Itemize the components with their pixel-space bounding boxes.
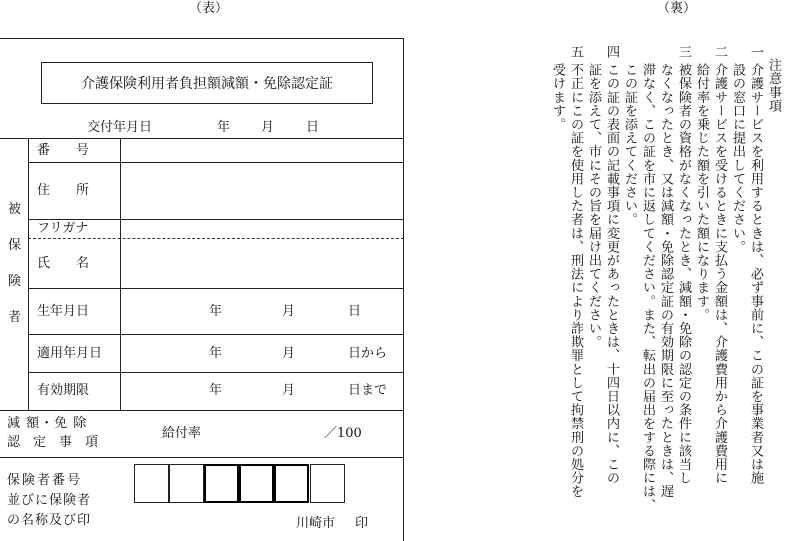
insured-label-char-2: 保 bbox=[8, 238, 22, 253]
reduction-label-line2: 認 定 事 項 bbox=[7, 435, 99, 450]
field-label-address: 住 所 bbox=[37, 183, 90, 198]
note-2-number: 二 bbox=[712, 45, 727, 59]
rule-issue-bottom bbox=[0, 138, 404, 139]
rule-reduction-bottom bbox=[0, 457, 404, 458]
field-label-applicable-date: 適用年月日 bbox=[37, 346, 103, 361]
front-side-label: （表） bbox=[189, 1, 229, 16]
note-4-line-2: 証を添えて、市にその旨を届け出てください。 bbox=[586, 63, 601, 349]
rule-applicable-bottom bbox=[28, 372, 404, 373]
note-3-line-3: 滞なく、この証を市に返してください。また、転出の届出をする際には、 bbox=[640, 63, 655, 512]
insured-label-char-1: 被 bbox=[8, 202, 22, 217]
note-4-number: 四 bbox=[604, 45, 619, 59]
insurer-seal: 印 bbox=[355, 516, 369, 531]
applicable-day-from: 日から bbox=[348, 346, 388, 361]
field-label-name: 氏 名 bbox=[37, 256, 90, 271]
note-1-line-1: 介護サービスを利用するときは、必ず事前に、この証を事業者又は施 bbox=[748, 63, 763, 485]
note-5-line-1: 不正にこの証を使用した者は、刑法により詐欺罪として拘禁刑の処分を bbox=[568, 63, 583, 499]
note-3-line-1: 被保険者の資格がなくなったとき、減額・免除の認定の条件に該当し bbox=[676, 63, 691, 485]
birth-year-unit: 年 bbox=[209, 304, 223, 319]
note-1-number: 一 bbox=[748, 45, 763, 59]
field-label-number: 番 号 bbox=[37, 143, 90, 158]
note-5-number: 五 bbox=[568, 45, 583, 59]
rule-insured-bottom bbox=[0, 410, 404, 411]
birth-month-unit: 月 bbox=[282, 304, 296, 319]
insured-label-char-4: 者 bbox=[8, 310, 22, 325]
insurer-name: 川崎市 bbox=[296, 516, 336, 531]
benefit-rate-label: 給付率 bbox=[162, 426, 202, 441]
issue-year-unit: 年 bbox=[217, 120, 231, 135]
insurer-number-box bbox=[310, 464, 345, 503]
rule-birth-bottom bbox=[28, 334, 404, 335]
issue-month-unit: 月 bbox=[261, 120, 275, 135]
rule-furigana-dashed bbox=[28, 238, 404, 239]
note-5-line-2: 受けます。 bbox=[550, 63, 565, 131]
insurer-number-box bbox=[134, 464, 169, 503]
field-label-birth-date: 生年月日 bbox=[37, 304, 90, 319]
applicable-year-unit: 年 bbox=[209, 346, 223, 361]
reduction-label-line1: 減 額・免 除 bbox=[7, 416, 88, 431]
insurer-number-box bbox=[169, 464, 204, 503]
insurer-label-line1: 保険者番号 bbox=[7, 473, 83, 488]
rule-name-bottom bbox=[28, 288, 404, 289]
back-side-label: （裏） bbox=[657, 1, 697, 16]
field-label-furigana: フリガナ bbox=[37, 221, 89, 236]
rule-address-bottom bbox=[28, 219, 404, 220]
field-label-valid-period: 有効期限 bbox=[37, 383, 90, 398]
rule-number-bottom bbox=[28, 162, 404, 163]
note-2-line-1: 介護サービスを受けるときに支払う金額は、介護費用から介護費用に bbox=[712, 63, 727, 485]
insurer-label-line3: の名称及び印 bbox=[7, 513, 92, 528]
insurer-number-box bbox=[204, 464, 239, 503]
birth-day-unit: 日 bbox=[348, 304, 362, 319]
rule-insured-column bbox=[28, 138, 29, 410]
note-4-line-1: この証の表面の記載事項に変更があったときは、十四日以内に、この bbox=[604, 63, 619, 485]
valid-month-unit: 月 bbox=[282, 383, 296, 398]
applicable-month-unit: 月 bbox=[282, 346, 296, 361]
insured-label-char-3: 険 bbox=[8, 274, 22, 289]
note-2-line-2: 給付率を乗じた額を引いた額になります。 bbox=[694, 63, 709, 322]
insurer-number-box bbox=[239, 464, 274, 503]
issue-day-unit: 日 bbox=[306, 120, 320, 135]
insurer-number-box bbox=[274, 464, 309, 503]
note-3-line-4: この証を添えてください。 bbox=[622, 63, 637, 227]
notes-heading: 注意事項 bbox=[766, 58, 781, 113]
insurer-label-line2: 並びに保険者 bbox=[7, 493, 92, 508]
issue-date-label: 交付年月日 bbox=[87, 120, 153, 135]
note-3-number: 三 bbox=[676, 45, 691, 59]
rule-label-column bbox=[120, 138, 121, 410]
note-1-line-2: 設の窓口に提出してください。 bbox=[730, 63, 745, 254]
benefit-rate-value: ／100 bbox=[324, 426, 362, 441]
valid-day-until: 日まで bbox=[348, 383, 388, 398]
certificate-title: 介護保険利用者負担額減額・免除認定証 bbox=[41, 62, 373, 104]
note-3-line-2: なくなったとき、又は減額・免除認定証の有効期限に至ったときは、遅 bbox=[658, 63, 673, 499]
valid-year-unit: 年 bbox=[209, 383, 223, 398]
